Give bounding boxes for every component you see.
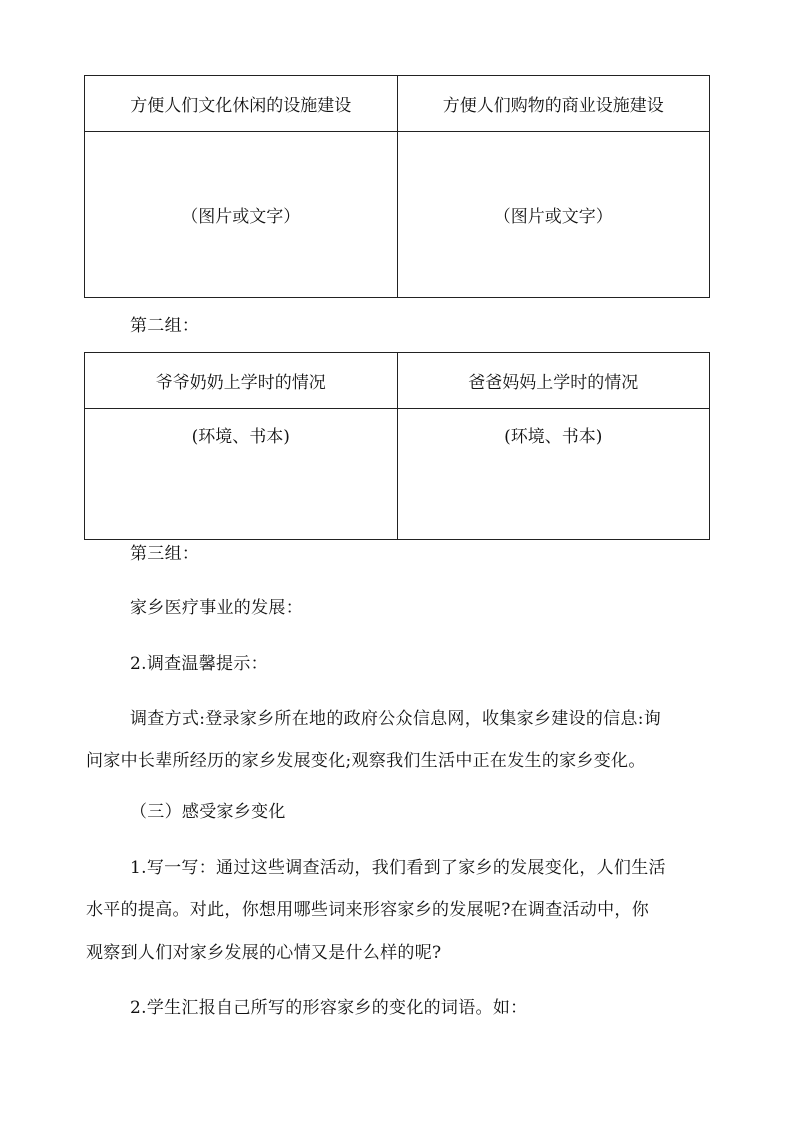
table-cell-cultural-placeholder: （图片或文字）: [85, 132, 398, 298]
table-cell-parents: (环境、书本): [397, 409, 710, 540]
table-cell-shopping-placeholder: （图片或文字）: [397, 132, 710, 298]
school-conditions-table: [84, 352, 710, 540]
section-3-heading: （三）感受家乡变化: [130, 802, 286, 822]
report-line: 2.学生汇报自己所写的形容家乡的变化的词语。如：: [130, 998, 528, 1018]
write-paragraph-line-3: 观察到人们对家乡发展的心情又是什么样的呢?: [86, 943, 442, 963]
table-header-cultural-facilities: 方便人们文化休闲的设施建设: [85, 76, 398, 132]
table-header-shopping-facilities: 方便人们购物的商业设施建设: [397, 76, 710, 132]
tips-paragraph-line-2: 问家中长辈所经历的家乡发展变化;观察我们生活中正在发生的家乡变化。: [86, 751, 646, 771]
tips-heading: 2.调查温馨提示：: [130, 654, 268, 674]
tips-paragraph-line-1: 调查方式:登录家乡所在地的政府公众信息网，收集家乡建设的信息:询: [130, 709, 662, 729]
group-3-topic: 家乡医疗事业的发展：: [130, 598, 303, 618]
group-2-label: 第二组：: [130, 316, 200, 336]
write-paragraph-line-1: 1.写一写：通过这些调查活动，我们看到了家乡的发展变化，人们生活: [130, 858, 666, 878]
table-header-parents: 爸爸妈妈上学时的情况: [397, 353, 710, 409]
table-cell-grandparents: (环境、书本): [85, 409, 398, 540]
facilities-table: [84, 75, 710, 298]
write-paragraph-line-2: 水平的提高。对此，你想用哪些词来形容家乡的发展呢?在调查活动中，你: [86, 900, 650, 920]
table-header-grandparents: 爷爷奶奶上学时的情况: [85, 353, 398, 409]
group-3-label: 第三组：: [130, 544, 200, 564]
